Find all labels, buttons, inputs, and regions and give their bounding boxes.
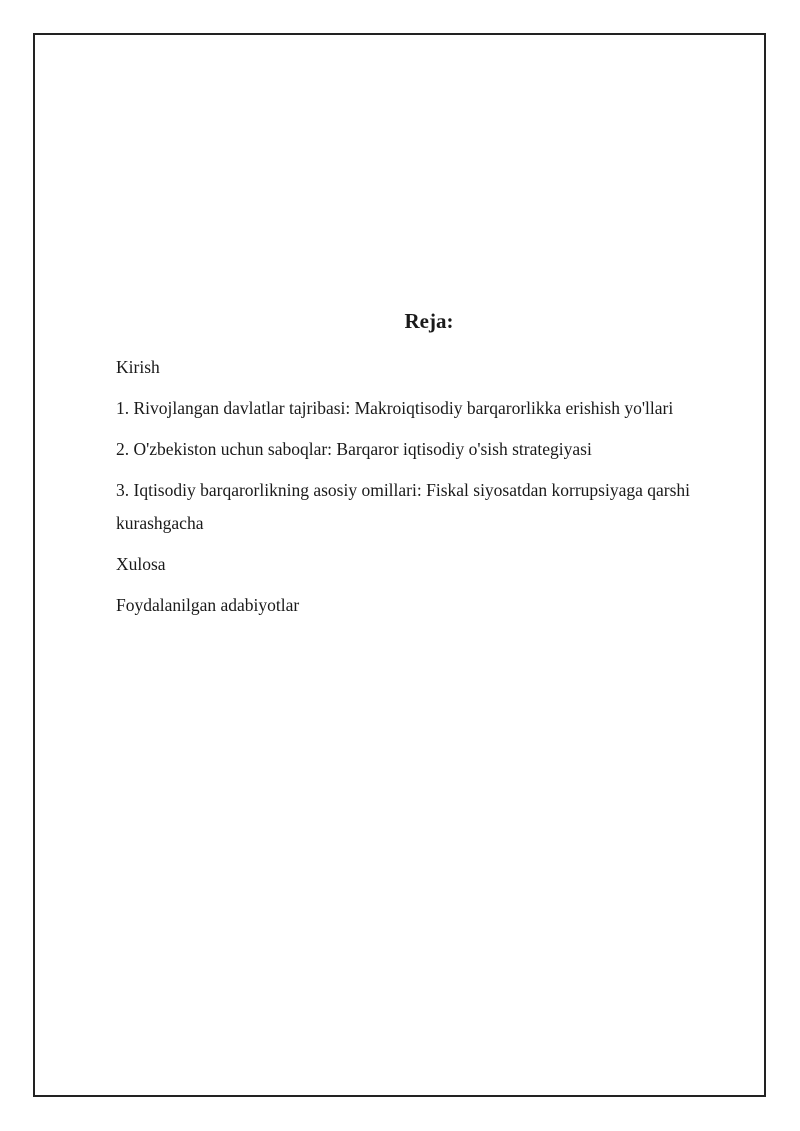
page-title: Reja:	[404, 309, 454, 333]
toc-item-introduction: Kirish	[116, 357, 160, 377]
toc-item-chapter-1: 1. Rivojlangan davlatlar tajribasi: Makroiqtisodiy barqarorlikka erishish yo'llari	[116, 398, 674, 418]
toc-item-references: Foydalanilgan adabiyotlar	[116, 595, 300, 615]
page-frame	[33, 33, 766, 1097]
toc-item-chapter-2: 2. O'zbekiston uchun saboqlar: Barqaror iqtisodiy o'sish strategiyasi	[116, 439, 592, 459]
toc-item-chapter-3: 3. Iqtisodiy barqarorlikning asosiy omillari: Fiskal siyosatdan korrupsiyaga qarshi kurashgacha	[116, 480, 691, 533]
toc-item-conclusion: Xulosa	[116, 554, 166, 574]
table-of-contents	[116, 351, 742, 630]
